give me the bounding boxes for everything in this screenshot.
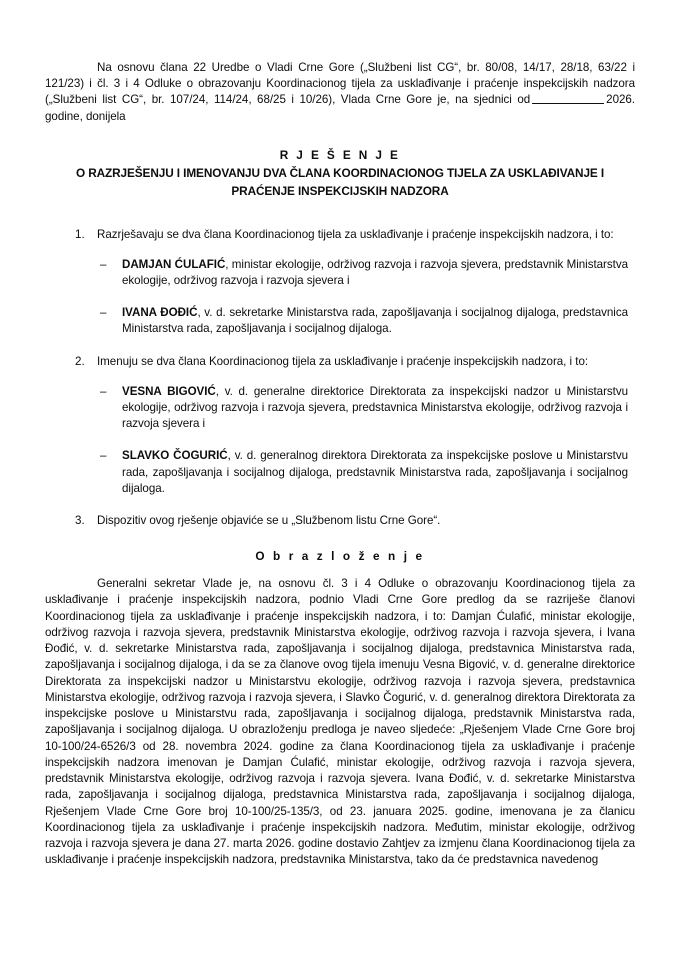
member-name: VESNA BIGOVIĆ (122, 384, 216, 398)
member-entry (45, 305, 635, 337)
member-role: , ministar ekologije, održivog razvoja i razvoja sjevera, predstavnik Ministarstva ekologije, održivog razvoja i razvoja sjevera i (122, 257, 628, 287)
explanation-heading: O b r a z l o ž e n j e (255, 549, 425, 564)
dash-bullet: – (100, 449, 107, 463)
clause-text: Imenuju se dva člana Koordinacionog tijela za usklađivanje i praćenje inspekcijskih nadzora, i to: (97, 354, 589, 368)
member-entry (45, 384, 635, 433)
document-title-block (45, 147, 635, 201)
member-name: SLAVKO ČOGURIĆ (122, 449, 228, 463)
preamble-paragraph (45, 60, 635, 125)
document-title-subtitle: O RAZRJEŠENJU I IMENOVANJU DVA ČLANA KOORDINACIONOG TIJELA ZA USKLAĐIVANJE I PRAĆENJE INSPEKCIJSKIH NADZORA (75, 166, 605, 198)
clause-item (45, 354, 635, 370)
explanation-body: Generalni sekretar Vlade je, na osnovu čl. 3 i 4 Odluke o obrazovanju Koordinacionog tijela za usklađivanje i praćenje inspekcijskih nadzora, podnio Vladi Crne Gore predlog da se razriješe članovi Koordinacionog tijela za usklađivanje i praćenje inspekcijskih nadzora, i to: Damjan Ćulafić, ministar ekologije, održivog razvoja i razvoja sjevera, predstavnik Ministarstva ekologije, održivog razvoja i razvoja sjevera, i Ivana Đođić, v. d. sekretarke Ministarstva rada, zapošljavanja i socijalnog dijaloga, predstavnica Ministarstva rada, zapošljavanja i socijalnog dijaloga, i da se za članove ovog tijela imenuju Vesna Bigović, v. d. generalne direktorice Direktorata za inspekcijski nadzor u Ministarstvu ekologije, održivog razvoja i razvoja sjevera, predstavnica Ministarstva ekologije, održivog razvoja i razvoja sjevera, i Slavko Čogurić, v. d. generalnog direktora Direktorata za inspekcijske poslove u Ministarstvu rada, zapošljavanja i socijalnog dijaloga, predstavnik Ministarstva rada, zapošljavanja i socijalnog dijaloga. U obrazloženju predloga je naveo sljedeće: „Rješenjem Vlade Crne Gore broj 10-100/24-6526/3 od 28. novembra 2024. godine za člana Koordinacionog tijela za usklađivanje i praćenje inspekcijskih nadzora imenovan je Damjan Ćulafić, ministar ekologije, održivog razvoja i razvoja sjevera, predstavnik Ministarstva ekologije, održivog razvoja i razvoja sjevera. Ivana Đođić, v. d. sekretarke Ministarstva rada, zapošljavanja i socijalnog dijaloga, predstavnica Ministarstva rada, zapošljavanja i socijalnog dijaloga, Rješenjem Vlade Crne Gore broj 10-100/25-135/3, od 23. januara 2025. godine, imenovana je za članicu Koordinacionog tijela za usklađivanje i praćenje inspekcijskih nadzora. Međutim, ministar ekologije, održivog razvoja i razvoja sjevera je dana 27. marta 2026. godine dostavio Zahtjev za izmjenu člana Koordinacionog tijela za usklađivanje i praćenje inspekcijskih nadzora, predstavnika Ministarstva, tako da će predstavnica navedenog (45, 577, 635, 867)
preamble-text-after-blank: 2026. godine, donijela (45, 93, 635, 123)
document-title-main: R J E Š E N J E (279, 147, 401, 162)
member-entry (45, 257, 635, 289)
member-description (122, 305, 635, 337)
member-role: , v. d. generalnog direktora Direktorata za inspekcijske poslove u Ministarstvu rada, zapošljavanja i socijalnog dijaloga, predstavnik Ministarstva rada, zapošljavanja i socijalnog dijaloga. (122, 449, 628, 495)
clause-text: Razrješavaju se dva člana Koordinacionog tijela za usklađivanje i praćenje inspekcijskih nadzora, i to: (97, 227, 614, 241)
member-description (122, 257, 635, 289)
clause-item (45, 513, 635, 529)
clause-text: Dispozitiv ovog rješenje objaviće se u „Službenom listu Crne Gore“. (97, 514, 441, 528)
clause-item (45, 227, 635, 243)
member-role: , v. d. generalne direktorice Direktorata za inspekcijski nadzor u Ministarstvu ekologije, održivog razvoja i razvoja sjevera, predstavnica Ministarstva ekologije, održivog razvoja i razvoja sjevera i (122, 384, 628, 431)
member-description (122, 384, 635, 433)
fill-in-blank-line (532, 103, 604, 104)
dash-bullet: – (100, 306, 107, 320)
member-name: IVANA ĐOĐIĆ (122, 306, 198, 320)
member-entry (45, 448, 635, 497)
member-description (122, 448, 635, 497)
clause-number: 3. (75, 514, 85, 528)
preamble-text-before-blank: Na osnovu člana 22 Uredbe o Vladi Crne Gore („Službeni list CG“, br. 80/08, 14/17, 28/18, 63/22 i 121/23) i čl. 3 i 4 Odluke o obrazovanju Koordinacionog tijela za usklađivanje i praćenje inspekcijskih nadzora („Službeni list CG“, br. 107/24, 114/24, 68/25 i 10/26), Vlada Crne Gore je, na sjednici od (45, 61, 635, 107)
dash-bullet: – (100, 257, 107, 271)
clause-number: 1. (75, 227, 85, 241)
member-name: DAMJAN ĆULAFIĆ (122, 257, 226, 271)
member-role: , v. d. sekretarke Ministarstva rada, zapošljavanja i socijalnog dijaloga, predstavnica Ministarstva rada, zapošljavanja i socijalnog dijaloga. (122, 306, 628, 336)
clause-list (45, 227, 635, 530)
clause-number: 2. (75, 354, 85, 368)
dash-bullet: – (100, 384, 107, 398)
